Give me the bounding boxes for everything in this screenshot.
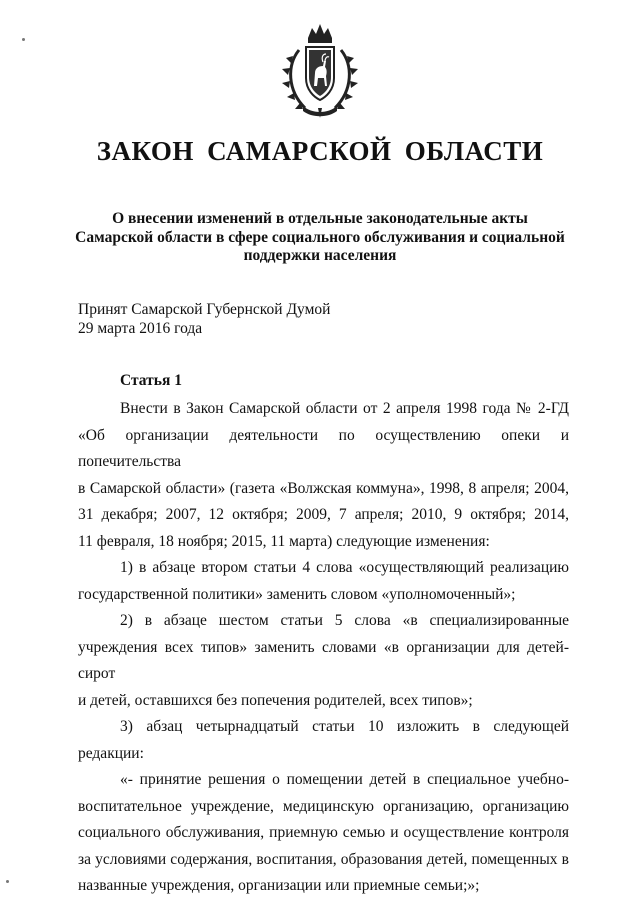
paragraph-line: и детей, оставшихся без попечения родителей, всех типов»;	[78, 691, 473, 709]
paragraph-line: названные учреждения, организации или приемные семьи;»;	[78, 877, 480, 894]
paragraph-line: 31 декабря; 2007, 12 октября; 2009, 7 апреля; 2010, 9 октября; 2014,	[78, 506, 569, 523]
paragraph-line: государственной политики» заменить словом «уполномоченный»;	[78, 585, 516, 603]
paragraph-line: в Самарской области» (газета «Волжская коммуна», 1998, 8 апреля; 2004,	[78, 479, 569, 497]
paragraph-line: «- принятие решения о помещении детей в специальное учебно-	[120, 771, 569, 788]
article-body	[78, 396, 569, 900]
paragraph-line: воспитательное учреждение, медицинскую организацию, организацию	[78, 797, 569, 815]
paragraph-line: социального обслуживания, приемную семью и осуществление контроля	[78, 824, 569, 841]
paragraph-line: учреждения всех типов» заменить словами «в организации для детей-сирот	[78, 638, 569, 682]
paragraph-line: 2) в абзаце шестом статьи 5 слова «в специализированные	[120, 612, 569, 629]
adoption-date: 29 марта 2016 года	[78, 320, 203, 337]
paragraph-line: Внести в Закон Самарской области от 2 апреля 1998 года № 2-ГД	[120, 400, 569, 417]
paragraph-line: 11 февраля, 18 ноября; 2015, 11 марта) следующие изменения:	[78, 532, 490, 550]
adoption-info	[78, 300, 330, 338]
subtitle-line: Самарской области в сфере социального обслуживания и социальной	[75, 228, 565, 246]
adoption-body: Принят Самарской Губернской Думой	[78, 301, 331, 318]
scan-speck	[22, 38, 25, 41]
scan-speck	[6, 880, 9, 883]
paragraph-line: 3) абзац четырнадцатый статьи 10 изложить в следующей редакции:	[78, 718, 569, 762]
paragraph-line: за условиями содержания, воспитания, образования детей, помещенных в	[78, 850, 569, 868]
document-title: ЗАКОН САМАРСКОЙ ОБЛАСТИ	[96, 136, 544, 166]
subtitle-line: поддержки населения	[243, 247, 397, 264]
paragraph-line: «Об организации деятельности по осуществлению опеки и попечительства	[78, 426, 569, 470]
samara-coat-of-arms-icon	[279, 20, 361, 120]
paragraph-line: 1) в абзаце втором статьи 4 слова «осуществляющий реализацию	[120, 559, 569, 576]
article-heading: Статья 1	[120, 372, 182, 389]
subtitle-line: О внесении изменений в отдельные законодательные акты	[112, 210, 528, 227]
document-subtitle	[70, 210, 570, 266]
